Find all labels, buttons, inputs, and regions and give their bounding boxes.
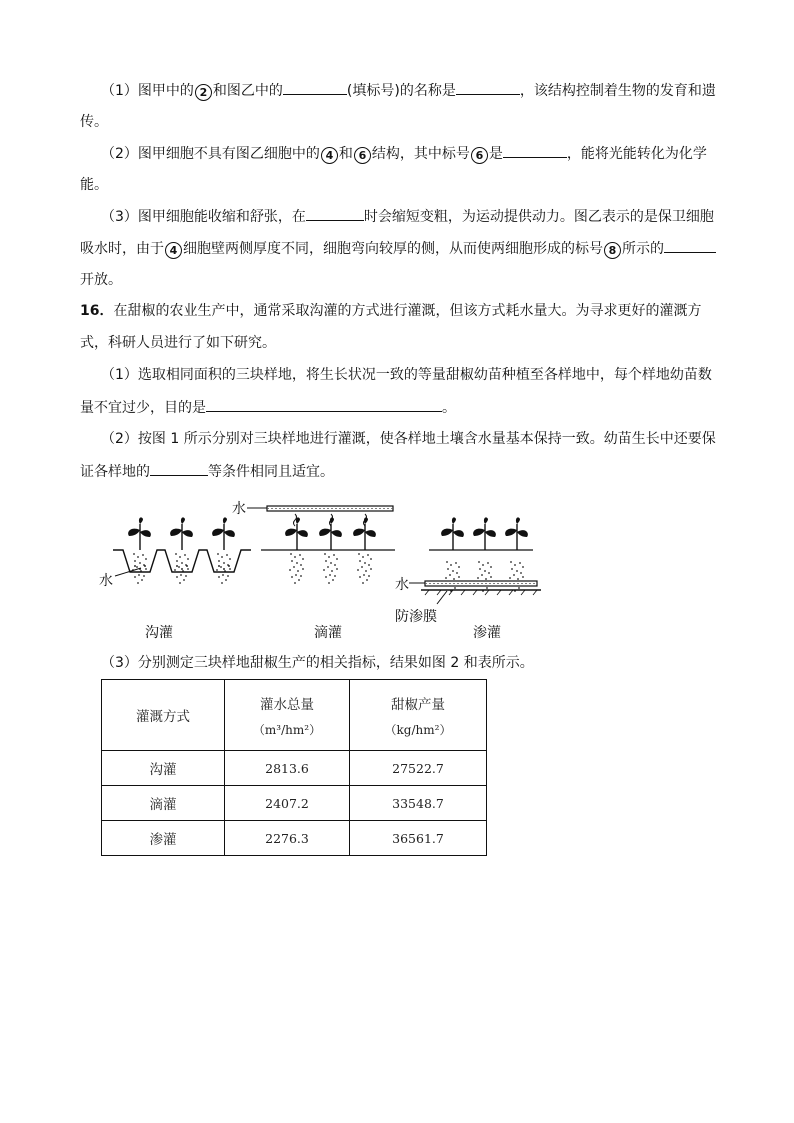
q15-part2-line2: 能。 [80, 177, 108, 193]
answer-blank[interactable] [456, 80, 520, 95]
q16-stem-line2: 式，科研人员进行了如下研究。 [80, 335, 276, 351]
q16-part3-line: （3）分别测定三块样地甜椒生产的相关指标，结果如图 2 和表所示。 [101, 655, 534, 671]
circled-number: 6 [354, 147, 371, 164]
caption-drip: 滴灌 [314, 625, 342, 641]
header-cell: 灌水总量 （m³/hm²） [225, 680, 350, 751]
caption-seepage: 渗灌 [473, 625, 501, 641]
circled-number: 2 [195, 84, 212, 101]
circled-number: 6 [471, 147, 488, 164]
irrigation-diagram [95, 492, 555, 622]
q15-part3-line3: 开放。 [80, 272, 122, 288]
table-row: 滴灌 2407.2 33548.7 [102, 786, 487, 821]
answer-blank[interactable] [150, 461, 208, 476]
q15-part2-line1: （2）图甲细胞不具有图乙细胞中的 4 和 6 结构，其中标号 6 是 ，能将光能转化为化学 [101, 143, 707, 164]
water-label-seepage: 水 [395, 577, 409, 593]
q15-part1-line2: 传。 [80, 114, 108, 130]
q15-part1-line1: （1）图甲中的 2 和图乙中的 (填标号)的名称是 ，该结构控制着生物的发育和遗 [101, 80, 716, 101]
answer-blank[interactable] [306, 206, 364, 221]
irrigation-results-table [101, 679, 487, 856]
table-row: 渗灌 2276.3 36561.7 [102, 821, 487, 856]
circled-number: 4 [165, 242, 182, 259]
q15-part3-line2: 吸水时，由于 4 细胞壁两侧厚度不同，细胞弯向较厚的侧，从而使两细胞形成的标号 8 所示的 [80, 238, 716, 259]
answer-blank[interactable] [664, 238, 716, 253]
answer-blank[interactable] [503, 143, 567, 158]
water-label-furrow: 水 [99, 573, 113, 589]
caption-furrow: 沟灌 [145, 625, 173, 641]
q16-part2-line2: 证各样地的 等条件相同且适宜。 [80, 461, 334, 482]
answer-blank[interactable] [206, 397, 442, 412]
question-number: 16． [80, 303, 114, 319]
header-cell: 甜椒产量 （kg/hm²） [350, 680, 487, 751]
answer-blank[interactable] [283, 80, 347, 95]
membrane-label: 防渗膜 [395, 609, 437, 625]
header-cell: 灌溉方式 [102, 680, 225, 751]
q16-part1-line2: 量不宜过少，目的是 。 [80, 397, 456, 418]
q16-part1-line1: （1）选取相同面积的三块样地，将生长状况一致的等量甜椒幼苗种植至各样地中，每个样地幼苗数 [101, 367, 712, 383]
table-header-row [102, 680, 487, 751]
drip-irrigation [247, 506, 395, 584]
q16-stem-line1: 16．在甜椒的农业生产中，通常采取沟灌的方式进行灌溉，但该方式耗水量大。为寻求更好的灌溉方 [80, 303, 702, 319]
table-row: 沟灌 2813.6 27522.7 [102, 751, 487, 786]
irrigation-figure [95, 492, 555, 641]
q15-part3-line1: （3）图甲细胞能收缩和舒张，在 时会缩短变粗，为运动提供动力。图乙表示的是保卫细胞 [101, 206, 714, 227]
furrow-irrigation [113, 517, 251, 584]
q16-part2-line1: （2）按图 1 所示分别对三块样地进行灌溉，使各样地土壤含水量基本保持一致。幼苗生长中还要保 [101, 431, 716, 447]
circled-number: 4 [321, 147, 338, 164]
circled-number: 8 [604, 242, 621, 259]
water-label-drip: 水 [232, 501, 246, 517]
seepage-irrigation [409, 517, 541, 604]
